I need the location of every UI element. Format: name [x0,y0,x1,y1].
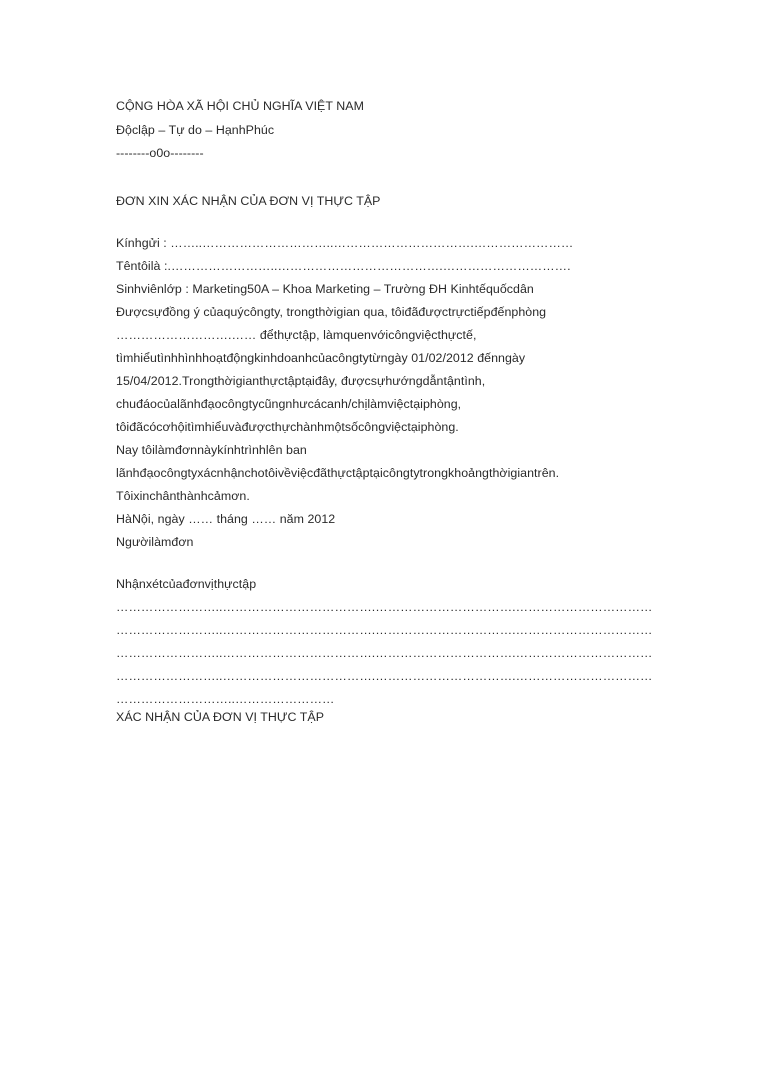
date-line: HàNội, ngày …… tháng …… năm 2012 [116,512,336,526]
body-line: chuđáocủalãnhđạocôngtycũngnhưcácanh/chịlàmviệctạiphòng, [116,397,462,411]
recipient-line: Kínhgửi : ……..…………………………..…………………………….…………………… [116,236,574,250]
body-line: ……………………….…… đểthựctập, làmquenvớicôngviệcthựctế, [116,328,477,342]
comment-label: Nhậnxétcủađơnvịthựctập [116,577,257,591]
motto: Độclập – Tự do – HạnhPhúc [116,123,275,137]
body-line: 15/04/2012.Trongthờigianthựctậptạiđây, đượcsựhướngdẫntậntình, [116,374,486,388]
dotted-line: ……………………..……………………………….…………………………….…………………………… [116,669,653,683]
dotted-line: ………………………..…………………… [116,692,335,706]
body-line: Nay tôilàmđơnnàykínhtrìnhlên ban [116,443,307,457]
document-title: ĐƠN XIN XÁC NHẬN CỦA ĐƠN VỊ THỰC TẬP [116,194,381,208]
body-line: Đượcsựđồng ý củaquýcôngty, trongthờigian qua, tôiđãđượctrựctiếpđếnphòng [116,305,547,319]
signer-label: Ngườilàmđơn [116,535,194,549]
dotted-line: ……………………..……………………………….…………………………….…………………………… [116,600,653,614]
national-title: CỘNG HÒA XÃ HỘI CHỦ NGHĨA VIỆT NAM [116,99,364,113]
body-line: tìmhiểutìnhhìnhhoạtđộngkinhdoanhcủacôngtytừngày 01/02/2012 đếnngày [116,351,526,365]
class-line: Sinhviênlớp : Marketing50A – Khoa Marketing – Trường ĐH Kinhtếquốcdân [116,282,534,296]
confirmation-title: XÁC NHẬN CỦA ĐƠN VỊ THỰC TẬP [116,710,325,724]
separator: --------o0o-------- [116,146,204,160]
dotted-line: ……………………..……………………………….…………………………….…………………………… [116,623,653,637]
name-line: Têntôilà :.……………………..………………………………….…………………………. [116,259,571,273]
dotted-line: ……………………..……………………………….…………………………….…………………………… [116,646,653,660]
thanks-line: Tôixinchânthànhcảmơn. [116,489,250,503]
body-line: lãnhđạocôngtyxácnhậnchotôivềviệcđãthựctậptạicôngtytrongkhoảngthờigiantrên. [116,466,560,480]
body-line: tôiđãcócơhộitìmhiểuvàđượcthựchànhmộtsốcôngviệctạiphòng. [116,420,459,434]
